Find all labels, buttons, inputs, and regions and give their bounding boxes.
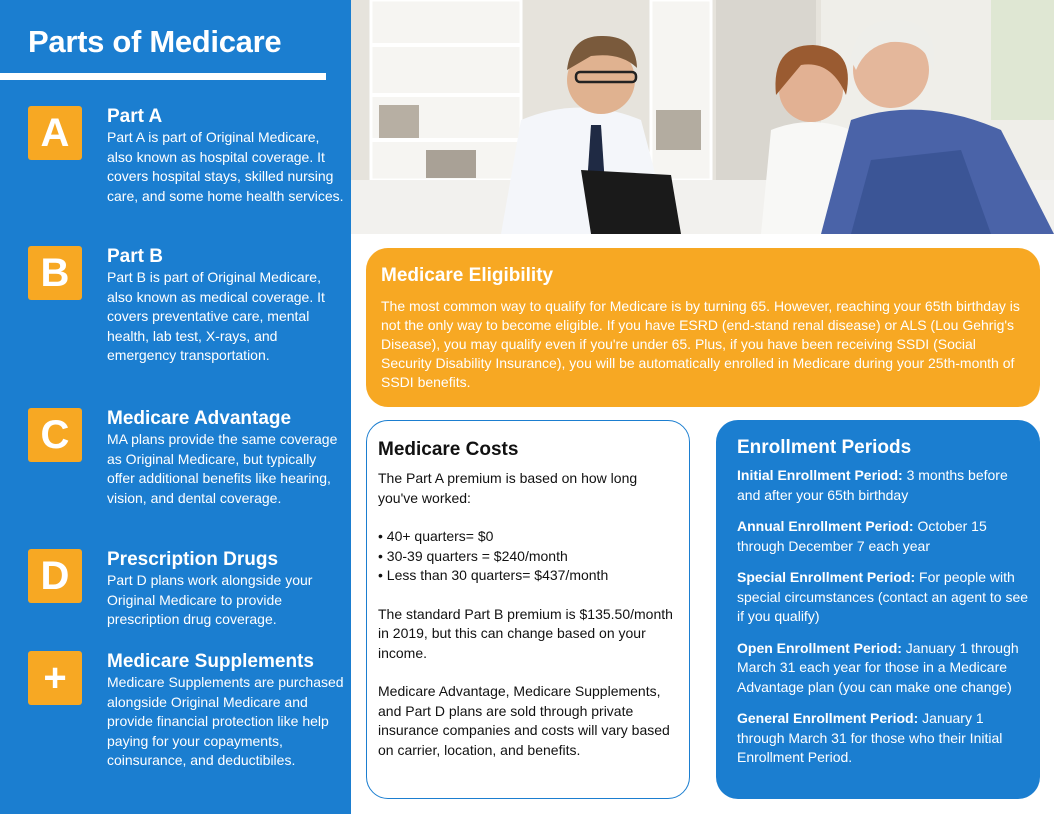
part-c-description: MA plans provide the same coverage as Original Medicare, but typically offer additional benefits like hearing, vision, and dental coverage. bbox=[107, 431, 338, 506]
list-item: • 40+ quarters= $0 bbox=[378, 527, 679, 547]
costs-intro: The Part A premium is based on how long you've worked: bbox=[378, 470, 638, 506]
page-title: Parts of Medicare bbox=[28, 24, 282, 59]
part-b-heading: Part B bbox=[107, 246, 163, 267]
part-a-description: Part A is part of Original Medicare, also known as hospital coverage. It covers hospital stays, skilled nursing care, and some home health services. bbox=[107, 129, 344, 204]
enrollment-text: 3 months before and after your 65th birthday bbox=[737, 467, 1008, 503]
part-b-badge: B bbox=[28, 246, 82, 300]
enrollment-label: Open Enrollment Period: bbox=[737, 639, 902, 656]
eligibility-body: The most common way to qualify for Medicare is by turning 65. However, reaching your 65th birthday is not the only way to become eligible. If you have ESRD (end-stand renal disease) or ALS (Lou Gehrig's Disease), you may qualify even if you're under 65. Plus, if you have been receiving SSDI (Social Security Disability Insurance), you will be automatically enrolled in Medicare during your 25th-month of SSDI benefits. bbox=[381, 298, 1020, 390]
supplements-heading: Medicare Supplements bbox=[107, 651, 314, 672]
part-b-description: Part B is part of Original Medicare, also known as medical coverage. It covers preventative care, mental health, lab test, X-rays, and emergency transportation. bbox=[107, 269, 325, 363]
part-b-premium-text: The standard Part B premium is $135.50/month in 2019, but this can change based on your income. bbox=[378, 605, 673, 661]
enrollment-card bbox=[716, 420, 1040, 799]
enrollment-label: Special Enrollment Period: bbox=[737, 569, 916, 585]
photo-illustration bbox=[351, 0, 1054, 234]
enrollment-item-special bbox=[737, 568, 1032, 627]
other-plans-cost-text: Medicare Advantage, Medicare Supplements, and Part D plans are sold through private insurance companies and costs will vary based on carrier, location, and benefits. bbox=[378, 683, 670, 758]
part-a-premium-list bbox=[378, 527, 679, 586]
enrollment-text: For people with special circumstances (contact an agent to see if you qualify) bbox=[737, 569, 1029, 624]
list-item: • 30-39 quarters = $240/month bbox=[378, 547, 679, 567]
sidebar bbox=[0, 0, 351, 814]
part-c-heading: Medicare Advantage bbox=[107, 408, 292, 429]
part-a-badge: A bbox=[28, 106, 82, 160]
enrollment-text: January 1 through March 31 for those who their Initial Enrollment Period. bbox=[737, 710, 1003, 765]
supplements-description: Medicare Supplements are purchased alongside Original Medicare and provide financial protection like help paying for your copayments, coinsurance, and deductibiles. bbox=[107, 674, 344, 768]
enrollment-text: October 15 through December 7 each year bbox=[737, 518, 987, 554]
enrollment-title: Enrollment Periods bbox=[737, 437, 912, 458]
costs-title: Medicare Costs bbox=[378, 439, 519, 460]
enrollment-item-initial bbox=[737, 466, 1032, 505]
enrollment-label: Initial Enrollment Period: bbox=[737, 467, 903, 483]
eligibility-card bbox=[366, 248, 1040, 407]
eligibility-title: Medicare Eligibility bbox=[381, 265, 554, 286]
consultation-photo bbox=[351, 0, 1054, 234]
enrollment-item-general bbox=[737, 709, 1032, 768]
title-divider bbox=[0, 73, 326, 80]
costs-card bbox=[366, 420, 690, 799]
part-c-badge: C bbox=[28, 408, 82, 462]
enrollment-label: Annual Enrollment Period: bbox=[737, 518, 914, 534]
part-a-heading: Part A bbox=[107, 106, 163, 127]
part-d-description: Part D plans work alongside your Original Medicare to provide prescription drug coverage. bbox=[107, 572, 313, 627]
enrollment-text: January 1 through March 31 each year for those in a Medicare Advantage plan (you can make one change) bbox=[737, 639, 1019, 695]
part-d-badge: D bbox=[28, 549, 82, 603]
list-item: • Less than 30 quarters= $437/month bbox=[378, 566, 679, 586]
enrollment-label: General Enrollment Period: bbox=[737, 710, 919, 726]
enrollment-item-annual bbox=[737, 517, 1032, 556]
part-d-heading: Prescription Drugs bbox=[107, 549, 279, 570]
enrollment-item-open bbox=[737, 639, 1032, 698]
plus-icon: + bbox=[28, 651, 82, 705]
